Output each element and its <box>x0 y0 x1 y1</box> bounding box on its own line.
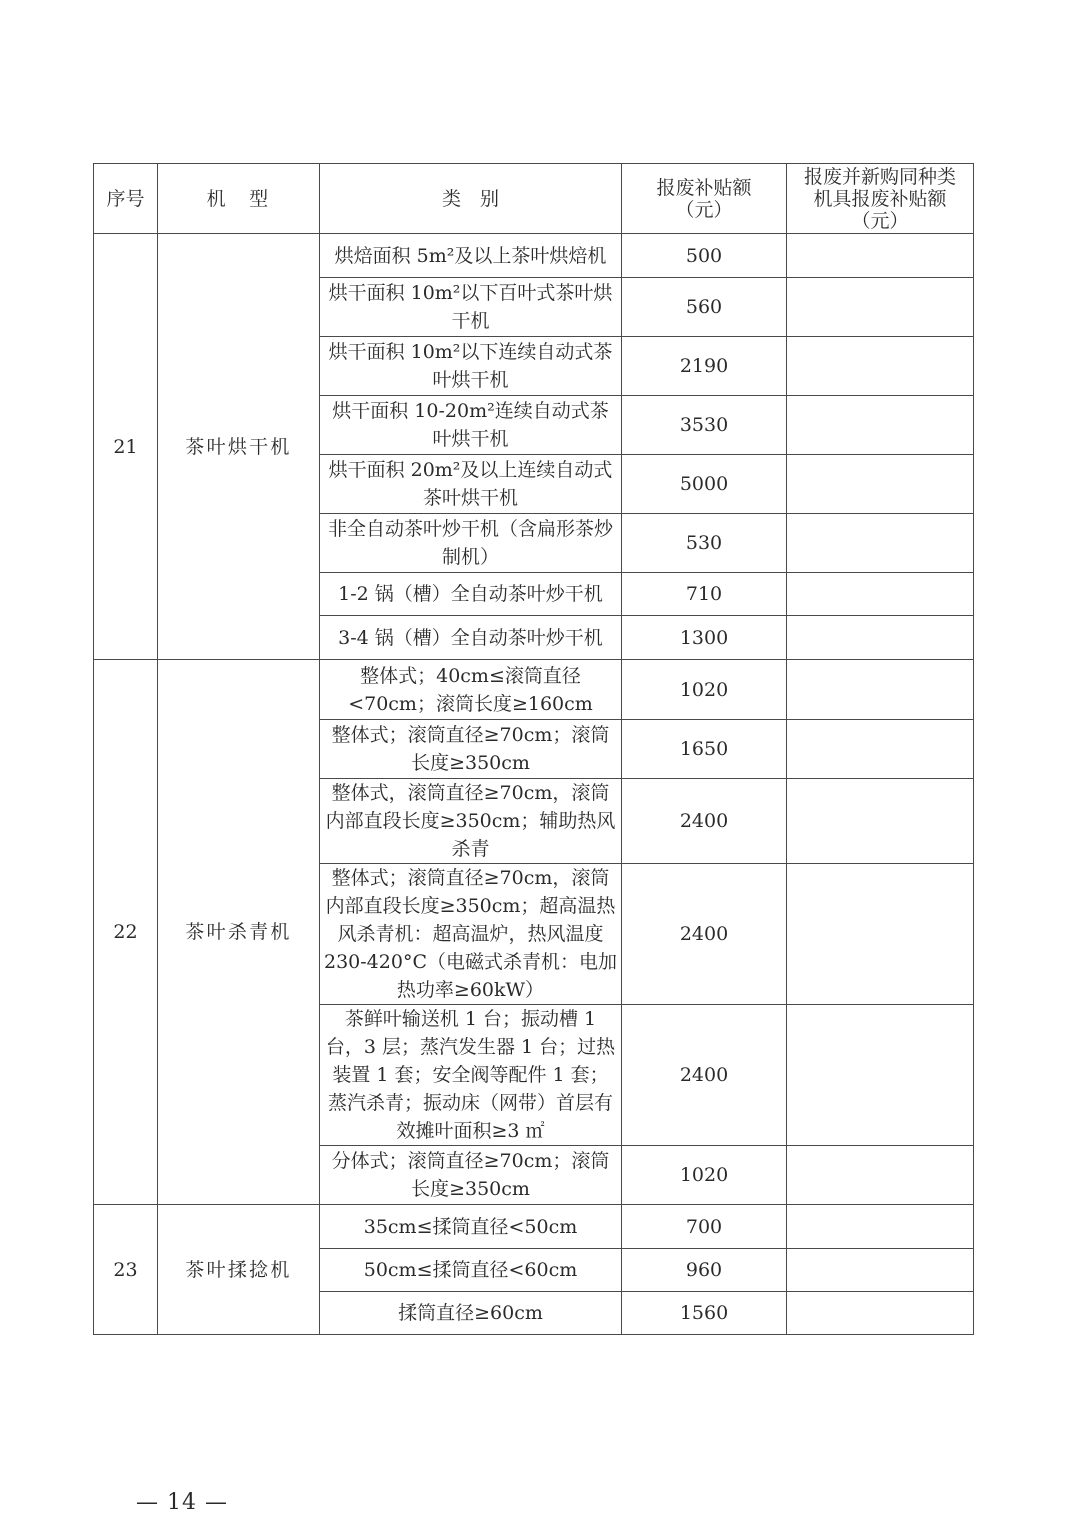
category-cell: 1-2 锅（槽）全自动茶叶炒干机 <box>320 573 622 616</box>
model-cell: 茶叶揉捻机 <box>158 1205 320 1335</box>
header-amount-line1: 报废补贴额 <box>656 176 752 199</box>
header-seq: 序号 <box>94 164 158 234</box>
category-cell: 整体式；40cm≤滚筒直径<70cm；滚筒长度≥160cm <box>320 660 622 720</box>
category-cell: 整体式；滚筒直径≥70cm，滚筒内部直段长度≥350cm；超高温热风杀青机：超高温炉，热风温度230-420°C（电磁式杀青机：电加热功率≥60kW） <box>320 864 622 1005</box>
header-amount <box>622 164 787 234</box>
amount-cell: 530 <box>622 514 787 573</box>
amount-cell: 1300 <box>622 616 787 660</box>
header-row <box>94 164 974 234</box>
amount-cell: 2400 <box>622 1005 787 1146</box>
subsidy-table <box>93 163 974 1335</box>
category-cell: 非全自动茶叶炒干机（含扁形茶炒制机） <box>320 514 622 573</box>
amount-cell: 1020 <box>622 1146 787 1205</box>
renew-amount-cell <box>787 1146 974 1205</box>
header-renew-amount <box>787 164 974 234</box>
category-cell: 分体式；滚筒直径≥70cm；滚筒长度≥350cm <box>320 1146 622 1205</box>
renew-amount-cell <box>787 720 974 779</box>
model-cell: 茶叶杀青机 <box>158 660 320 1205</box>
renew-amount-cell <box>787 455 974 514</box>
renew-amount-cell <box>787 396 974 455</box>
amount-cell: 960 <box>622 1249 787 1292</box>
table-row <box>94 1205 974 1249</box>
header-amount-line2: （元） <box>675 198 733 221</box>
amount-cell: 1560 <box>622 1292 787 1335</box>
category-cell: 茶鲜叶输送机 1 台；振动槽 1 台，3 层；蒸汽发生器 1 台；过热装置 1 套；安全阀等配件 1 套；蒸汽杀青；振动床（网带）首层有效摊叶面积≥3 ㎡ <box>320 1005 622 1146</box>
amount-cell: 1020 <box>622 660 787 720</box>
category-cell: 50cm≤揉筒直径<60cm <box>320 1249 622 1292</box>
renew-amount-cell <box>787 1292 974 1335</box>
category-cell: 烘干面积 10m²以下连续自动式茶叶烘干机 <box>320 337 622 396</box>
renew-amount-cell <box>787 234 974 278</box>
amount-cell: 2400 <box>622 864 787 1005</box>
amount-cell: 700 <box>622 1205 787 1249</box>
category-cell: 揉筒直径≥60cm <box>320 1292 622 1335</box>
page-number: — 14 — <box>136 1490 228 1515</box>
amount-cell: 560 <box>622 278 787 337</box>
header-category: 类 别 <box>320 164 622 234</box>
renew-amount-cell <box>787 779 974 864</box>
renew-amount-cell <box>787 1205 974 1249</box>
category-cell: 烘焙面积 5m²及以上茶叶烘焙机 <box>320 234 622 278</box>
renew-amount-cell <box>787 514 974 573</box>
header-renew-line3: （元） <box>851 209 909 232</box>
model-cell: 茶叶烘干机 <box>158 234 320 660</box>
category-cell: 35cm≤揉筒直径<50cm <box>320 1205 622 1249</box>
category-cell: 整体式；滚筒直径≥70cm；滚筒长度≥350cm <box>320 720 622 779</box>
amount-cell: 710 <box>622 573 787 616</box>
table-row <box>94 660 974 720</box>
renew-amount-cell <box>787 660 974 720</box>
amount-cell: 5000 <box>622 455 787 514</box>
category-cell: 3-4 锅（槽）全自动茶叶炒干机 <box>320 616 622 660</box>
renew-amount-cell <box>787 573 974 616</box>
amount-cell: 3530 <box>622 396 787 455</box>
renew-amount-cell <box>787 1249 974 1292</box>
amount-cell: 2190 <box>622 337 787 396</box>
amount-cell: 2400 <box>622 779 787 864</box>
renew-amount-cell <box>787 616 974 660</box>
seq-cell: 23 <box>94 1205 158 1335</box>
amount-cell: 1650 <box>622 720 787 779</box>
renew-amount-cell <box>787 278 974 337</box>
header-model: 机 型 <box>158 164 320 234</box>
header-renew-line2: 机具报废补贴额 <box>813 187 947 210</box>
renew-amount-cell <box>787 864 974 1005</box>
table-row <box>94 234 974 278</box>
amount-cell: 500 <box>622 234 787 278</box>
header-renew-line1: 报废并新购同种类 <box>803 165 956 188</box>
seq-cell: 21 <box>94 234 158 660</box>
renew-amount-cell <box>787 1005 974 1146</box>
category-cell: 烘干面积 10-20m²连续自动式茶叶烘干机 <box>320 396 622 455</box>
category-cell: 烘干面积 20m²及以上连续自动式茶叶烘干机 <box>320 455 622 514</box>
category-cell: 整体式，滚筒直径≥70cm，滚筒内部直段长度≥350cm；辅助热风杀青 <box>320 779 622 864</box>
renew-amount-cell <box>787 337 974 396</box>
seq-cell: 22 <box>94 660 158 1205</box>
category-cell: 烘干面积 10m²以下百叶式茶叶烘干机 <box>320 278 622 337</box>
